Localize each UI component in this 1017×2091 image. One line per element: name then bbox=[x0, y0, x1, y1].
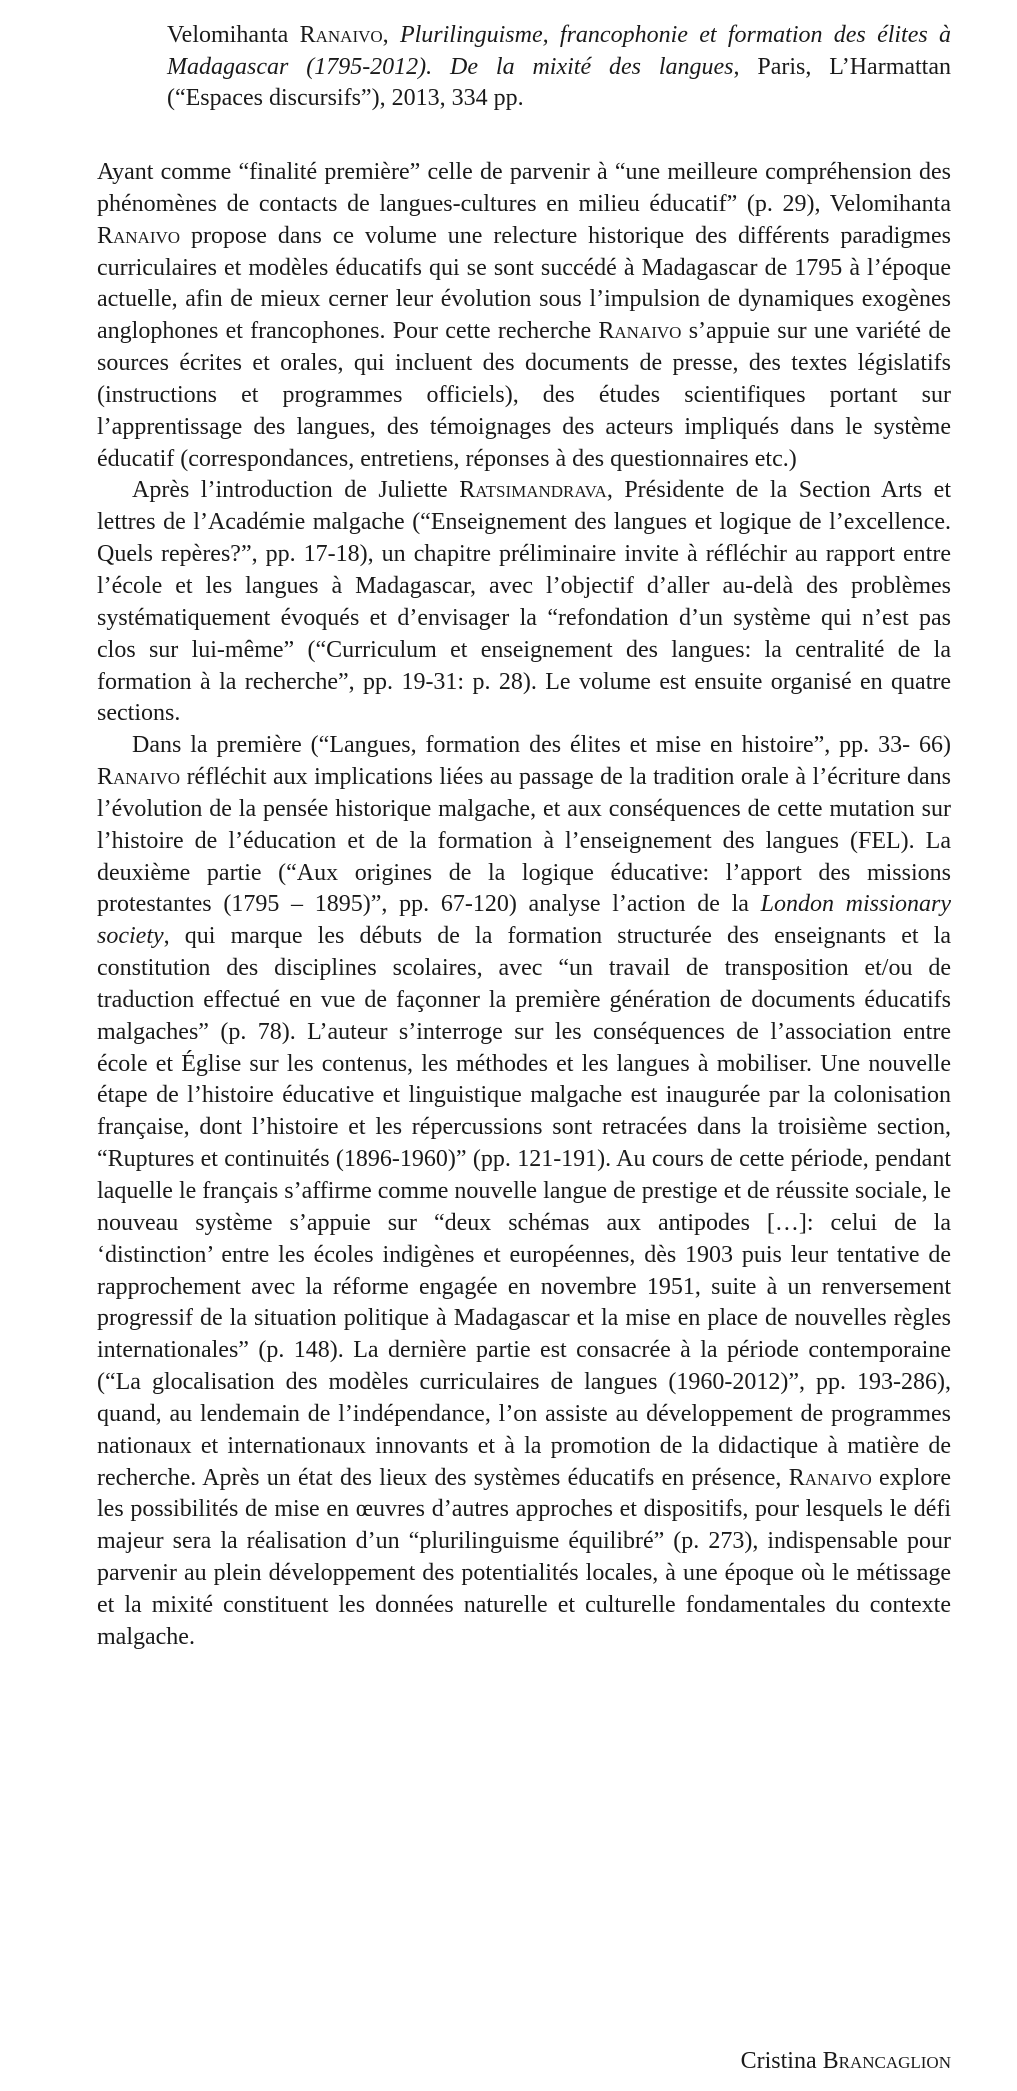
p1-author-name-2: Ranaivo bbox=[598, 318, 682, 345]
reviewer-first-name: Cristina bbox=[740, 2048, 817, 2074]
p3-text-4: explore les possibilités de mise en œuvres d’autres approches et dispositifs, pour lesquels le défi majeur sera la réalisation d’un “plurilinguisme équilibré” (p. 273), indispensable pour parvenir au plein développement des potentialités locales, à une époque où le métissage et la mixité constituent les données naturelle et culturelle fondamentales du contexte malgache. bbox=[97, 1464, 951, 1650]
review-body bbox=[97, 157, 951, 1654]
book-title: Plurilinguisme, francophonie et formation des élites à Madagascar (1795-2012). De la mixité des langues bbox=[167, 22, 952, 80]
p3-author-name-2: Ranaivo bbox=[788, 1464, 872, 1491]
p1-text-3: s’appuie sur une variété de sources écrites et orales, qui incluent des documents de presse, des textes législatifs (instructions et programmes officiels), des études scientifiques portant sur l’apprentissage des langues, des témoignages des acteurs impliqués dans le système éducatif (correspondances, entretiens, réponses à des questionnaires etc.) bbox=[97, 318, 952, 472]
paragraph-1 bbox=[97, 157, 951, 475]
p2-text-2: , Présidente de la Section Arts et lettres de l’Académie malgache (“Enseignement des langues et logique de l’excellence. Quels repères?”, pp. 17-18), un chapitre préliminaire invite à réfléchir au rapport entre l’école et les langues à Madagascar, avec l’objectif d’aller au-delà des problèmes systématiquement évoqués et d’envisager la “refondation d’un système qui n’est pas clos sur lui-même” (“Curriculum et enseignement des langues: la centralité de la formation à la recherche”, pp. 19-31: p. 28). Le volume est ensuite organisé en quatre sections. bbox=[97, 477, 952, 727]
p3-author-name-1: Ranaivo bbox=[97, 764, 181, 791]
paragraph-2 bbox=[97, 475, 951, 730]
p1-text-1: Ayant comme “finalité première” celle de parvenir à “une meilleure compréhension des phénomènes de contacts de langues-cultures en milieu éducatif” (p. 29), Velomihanta bbox=[97, 159, 951, 217]
p3-text-1: Dans la première (“Langues, formation des élites et mise en histoire”, pp. 33- 66) bbox=[132, 732, 951, 759]
reviewer-signature bbox=[741, 2045, 951, 2077]
p2-person-name: Ratsimandrava bbox=[459, 477, 607, 504]
publication-details: , Paris, L’Harmattan (“Espaces discursifs”), 2013, 334 pp. bbox=[167, 53, 952, 111]
p2-text-1: Après l’introduction de Juliette bbox=[132, 477, 460, 504]
reviewer-last-name: Brancaglion bbox=[822, 2048, 951, 2074]
p3-text-3: , qui marque les débuts de la formation structurée des enseignants et la constitution des disciplines scolaires, avec “un travail de transposition et/ou de traduction effectué en vue de façonner la première génération de documents éducatifs malgaches” (p. 78). L’auteur s’interroge sur les conséquences de l’association entre école et Église sur les contenus, les méthodes et les langues à mobiliser. Une nouvelle étape de l’histoire éducative et linguistique malgache est inaugurée par la colonisation française, dont l’histoire et les répercussions sont retracées dans la troisième section, “Ruptures et continuités (1896-1960)” (pp. 121-191). Au cours de cette période, pendant laquelle le français s’affirme comme nouvelle langue de prestige et de réussite sociale, le nouveau système s’appuie sur “deux schémas aux antipodes […]: celui de la ‘distinction’ entre les écoles indigènes et européennes, dès 1903 puis leur tentative de rapprochement avec la réforme engagée en novembre 1951, suite à un renversement progressif de la situation politique à Madagascar et la mise en place de nouvelles règles internationales” (p. 148). La dernière partie est consacrée à la période contemporaine (“La glocalisation des modèles curriculaires de langues (1960-2012)”, pp. 193-286), quand, au lendemain de l’indépendance, l’on assiste au développement de programmes nationaux et internationaux innovants et à la promotion de la didactique à matière de recherche. Après un état des lieux des systèmes éducatifs en présence, bbox=[97, 923, 951, 1491]
author-first-name: Velomihanta bbox=[167, 22, 289, 48]
p1-text-2: propose dans ce volume une relecture historique des différents paradigmes curriculaires et modèles éducatifs qui se sont succédé à Madagascar de 1795 à l’époque actuelle, afin de mieux cerner leur évolution sous l’impulsion de dynamiques exogènes anglophones et francophones. Pour cette recherche bbox=[97, 222, 951, 345]
book-citation: Velomihanta Ranaivo, Plurilinguisme, francophonie et formation des élites à Madagascar (1795-2012). De la mixité des langues, Paris, L’Harmattan (“Espaces discursifs”), 2013, 334 pp. bbox=[167, 22, 952, 111]
p3-italic-society: London missionary society bbox=[97, 891, 952, 950]
paragraph-3 bbox=[97, 730, 951, 1653]
author-last-name: Ranaivo bbox=[299, 22, 383, 48]
p1-author-name-1: Ranaivo bbox=[97, 222, 181, 249]
p3-text-2: réfléchit aux implications liées au passage de la tradition orale à l’écriture dans l’évolution de la pensée historique malgache, et aux conséquences de cette mutation sur l’histoire de l’éducation et de la formation à l’enseignement des langues (FEL). La deuxième partie (“Aux origines de la logique éducative: l’apport des missions protestantes (1795 – 1895)”, pp. 67-120) analyse l’action de la bbox=[97, 764, 951, 918]
